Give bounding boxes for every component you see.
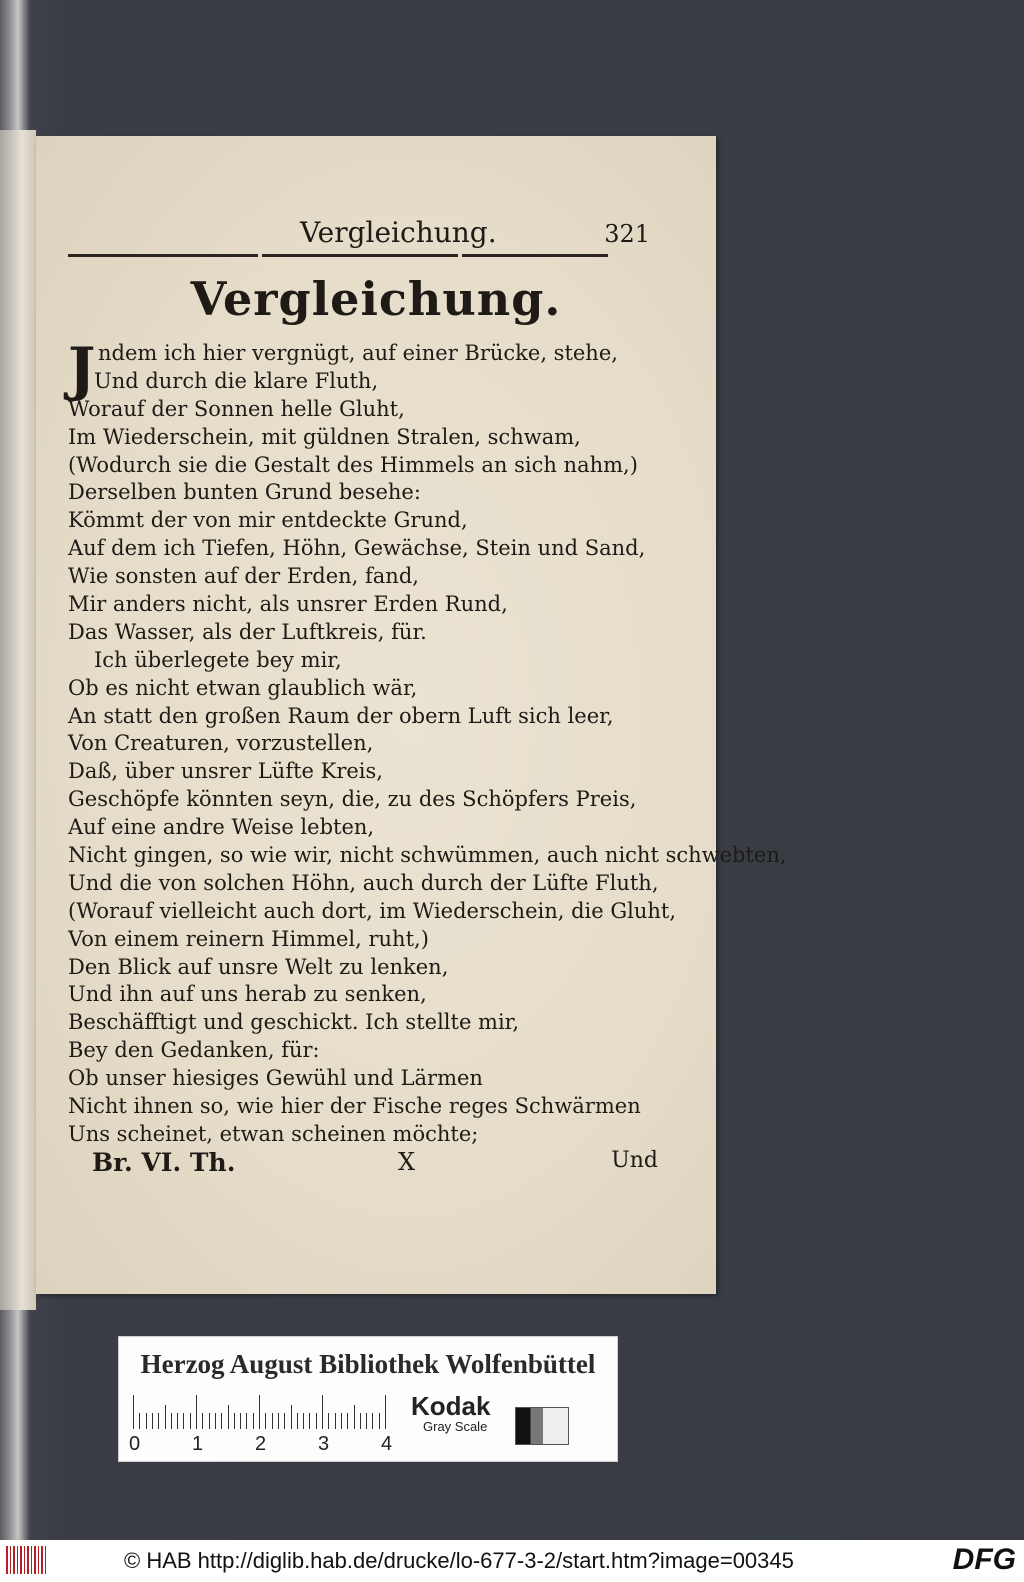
kodak-logo: Kodak (411, 1391, 491, 1421)
scale-ruler (133, 1395, 393, 1429)
scale-tick (354, 1405, 355, 1429)
poem-line: Auf dem ich Tiefen, Höhn, Gewächse, Stein und Sand, (68, 536, 646, 561)
poem-lines (68, 368, 787, 1149)
scale-tick (347, 1413, 348, 1429)
rule-left (68, 254, 258, 257)
scale-tick (297, 1413, 298, 1429)
scale-number: 3 (318, 1433, 330, 1455)
poem-line: Nicht ihnen so, wie hier der Fische reges Schwärmen (68, 1094, 641, 1119)
poem-line: Von einem reinern Himmel, ruht,) (68, 926, 429, 951)
scale-tick (379, 1413, 380, 1429)
poem-line: Im Wiederschein, mit güldnen Stralen, schwam, (68, 424, 581, 449)
poem-line: Derselben bunten Grund besehe: (68, 480, 421, 505)
scale-numbers (129, 1433, 409, 1457)
poem-line: ndem ich hier vergnügt, auf einer Brücke, stehe, (98, 341, 618, 365)
poem-line: Das Wasser, als der Luftkreis, für. (68, 619, 427, 644)
scale-tick (291, 1405, 292, 1429)
scale-number: 2 (255, 1433, 267, 1455)
poem-line: Von Creaturen, vorzustellen, (68, 731, 374, 756)
hab-logo-icon (6, 1546, 46, 1574)
scale-tick (322, 1395, 323, 1429)
poem-line: Und ihn auf uns herab zu senken, (68, 982, 427, 1007)
scale-tick (265, 1413, 266, 1429)
scale-tick (209, 1413, 210, 1429)
scale-tick (240, 1413, 241, 1429)
scale-number: 1 (192, 1433, 204, 1455)
gray-scale-patch (515, 1407, 569, 1445)
signature-mark: X (398, 1148, 416, 1176)
signature-line: Br. VI. Th. (92, 1148, 236, 1177)
scale-tick (234, 1413, 235, 1429)
scale-tick (228, 1405, 229, 1429)
color-reference-card (118, 1336, 618, 1462)
scale-tick (183, 1413, 184, 1429)
scale-tick (341, 1413, 342, 1429)
poem-title: Vergleichung. (190, 272, 562, 326)
poem-line: Uns scheinet, etwan scheinen möchte; (68, 1121, 479, 1146)
poem-line: (Wodurch sie die Gestalt des Himmels an sich nahm,) (68, 452, 638, 477)
scale-tick (366, 1413, 367, 1429)
scale-tick (246, 1413, 247, 1429)
scale-tick (177, 1413, 178, 1429)
scale-tick (360, 1413, 361, 1429)
scale-tick (133, 1395, 134, 1429)
running-title: Vergleichung. (300, 216, 497, 249)
scale-tick (221, 1413, 222, 1429)
book-page (36, 136, 787, 1294)
poem-line: Kömmt der von mir entdeckte Grund, (68, 508, 468, 533)
poem-line: Ich überlegete bey mir, (94, 647, 342, 672)
scale-number: 0 (129, 1433, 141, 1455)
poem-line: Beschäfftigt und geschickt. Ich stellte mir, (68, 1010, 520, 1035)
scale-tick (165, 1405, 166, 1429)
scale-tick (259, 1395, 260, 1429)
source-url[interactable]: © HAB http://diglib.hab.de/drucke/lo-677-3-2/start.htm?image=00345 (124, 1548, 794, 1573)
scale-tick (139, 1413, 140, 1429)
dfg-logo: DFG (952, 1543, 1016, 1576)
poem-line: An statt den großen Raum der obern Luft sich leer, (68, 703, 614, 728)
poem-line: Bey den Gedanken, für: (68, 1038, 320, 1063)
scale-tick (316, 1413, 317, 1429)
scale-tick (253, 1413, 254, 1429)
poem-line: Daß, über unsrer Lüfte Kreis, (68, 759, 383, 784)
scale-tick (303, 1413, 304, 1429)
page-number: 321 (604, 220, 650, 248)
poem-line: Worauf der Sonnen helle Gluht, (68, 396, 405, 421)
poem-line: Geschöpfe könnten seyn, die, zu des Schöpfers Preis, (68, 787, 637, 812)
scale-tick (372, 1413, 373, 1429)
rule-middle (262, 254, 458, 257)
institution-name: Herzog August Bibliothek Wolfenbüttel (140, 1349, 596, 1379)
poem-line: Auf eine andre Weise lebten, (68, 815, 375, 840)
poem-line: (Worauf vielleicht auch dort, im Wiederschein, die Gluht, (68, 898, 677, 923)
poem-line: Mir anders nicht, als unsrer Erden Rund, (68, 592, 508, 617)
poem-line: Den Blick auf unsre Welt zu lenken, (68, 954, 449, 979)
footer-bar (0, 1540, 1024, 1582)
poem-body (68, 335, 787, 1149)
poem-line: Wie sonsten auf der Erden, fand, (68, 564, 419, 589)
scale-tick (152, 1413, 153, 1429)
gray-scale-label: Gray Scale (423, 1419, 488, 1434)
scale-tick (335, 1413, 336, 1429)
scale-tick (309, 1413, 310, 1429)
poem-line: Ob unser hiesiges Gewühl und Lärmen (68, 1066, 483, 1091)
poem-line: Ob es nicht etwan glaublich wär, (68, 675, 418, 700)
facing-page-edge (0, 130, 36, 1310)
scale-tick (146, 1413, 147, 1429)
catchword: Und (611, 1148, 658, 1173)
scale-tick (272, 1413, 273, 1429)
poem-line: Und durch die klare Fluth, (94, 368, 379, 393)
rule-right (462, 254, 608, 257)
poem-line: Und die von solchen Höhn, auch durch der Lüfte Fluth, (68, 870, 659, 895)
scale-tick (158, 1413, 159, 1429)
scale-number: 4 (381, 1433, 393, 1455)
scale-tick (328, 1413, 329, 1429)
scale-tick (171, 1413, 172, 1429)
scale-tick (202, 1413, 203, 1429)
scale-tick (190, 1413, 191, 1429)
scale-tick (278, 1413, 279, 1429)
running-head (70, 216, 650, 256)
drop-cap: J (68, 335, 96, 403)
page-footer (92, 1148, 658, 1182)
scale-tick (215, 1413, 216, 1429)
scale-tick (385, 1395, 386, 1429)
scale-tick (284, 1413, 285, 1429)
scale-tick (196, 1395, 197, 1429)
poem-line: Nicht gingen, so wie wir, nicht schwümmen, auch nicht schwebten, (68, 843, 787, 868)
